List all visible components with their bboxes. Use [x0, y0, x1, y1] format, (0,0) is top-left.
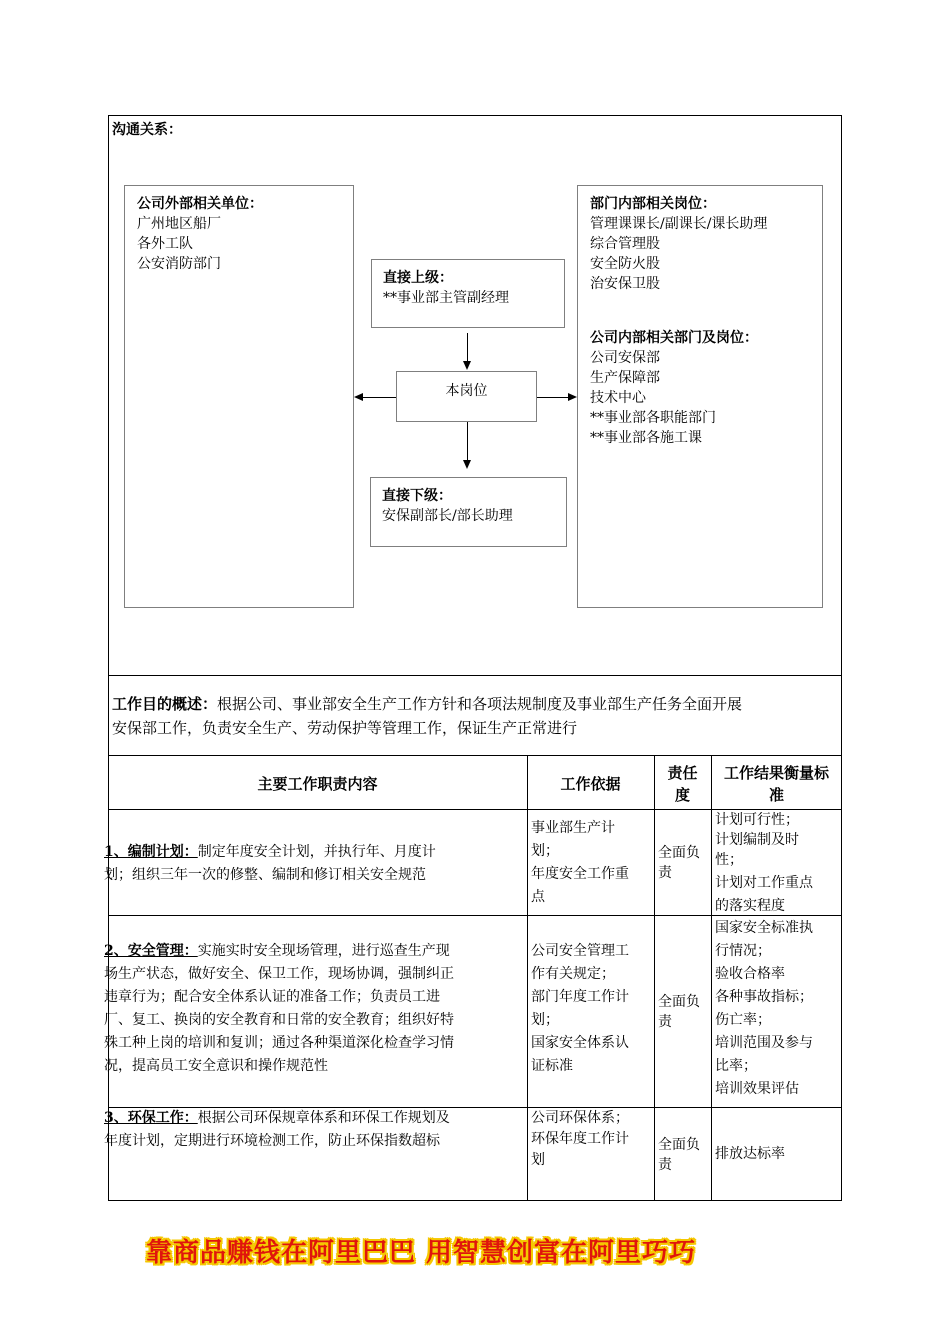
- duty-standard: [715, 1143, 785, 1166]
- arrow-line: [467, 422, 468, 460]
- superior-box: [371, 259, 565, 328]
- company-internal-item: 公司安保部: [590, 350, 660, 366]
- duty-line: 根据公司环保规章体系和环保工作规划及: [197, 1110, 450, 1126]
- standard-line: 性；: [715, 852, 743, 868]
- dept-internal-item: 综合管理股: [590, 236, 660, 252]
- external-units-box: [124, 185, 354, 608]
- company-internal-item: **事业部各施工课: [590, 430, 702, 446]
- standard-line: 行情况；: [715, 943, 771, 959]
- communication-title: 沟通关系：: [112, 122, 182, 138]
- arrow-down-icon: [463, 460, 471, 469]
- standard-line: 培训范围及参与: [715, 1035, 813, 1051]
- duty-content: [104, 1107, 526, 1153]
- standard-line: 伤亡率；: [715, 1012, 771, 1028]
- basis-line: 事业部生产计: [531, 820, 615, 836]
- arrow-line: [537, 397, 568, 398]
- company-internal-item: 技术中心: [590, 390, 646, 406]
- standard-line: 国家安全标准执: [715, 920, 813, 936]
- header-basis: 工作依据: [560, 775, 621, 793]
- duty-line: 场生产状态，做好安全、保卫工作，现场协调，强制纠正: [104, 966, 454, 982]
- duty-line: 违章行为；配合安全体系认证的准备工作；负责员工进: [104, 989, 440, 1005]
- company-internal-item: 生产保障部: [590, 370, 660, 386]
- duty-standard: [715, 810, 813, 916]
- responsibility-line: 责: [658, 865, 672, 881]
- header-responsibility-line: 责任: [667, 764, 698, 782]
- external-unit-item: 广州地区船厂: [137, 216, 221, 232]
- basis-line: 公司安全管理工: [531, 943, 629, 959]
- external-units-title: 公司外部相关单位：: [137, 196, 263, 212]
- external-unit-item: 公安消防部门: [137, 256, 221, 272]
- purpose-line: 安保部工作，负责安全生产、劳动保护等管理工作，保证生产正常进行: [112, 719, 578, 737]
- standard-line: 验收合格率: [715, 966, 785, 982]
- basis-line: 划；: [531, 843, 559, 859]
- internal-box: [577, 185, 823, 608]
- duty-line: 厂、复工、换岗的安全教育和日常的安全教育；组织好特: [104, 1012, 454, 1028]
- this-post-box: [396, 371, 537, 422]
- duty-line: 实施实时安全现场管理，进行巡查生产现: [197, 943, 450, 959]
- arrow-right-icon: [568, 393, 577, 401]
- purpose-text: [112, 692, 742, 740]
- duty-responsibility: [658, 843, 700, 883]
- standard-line: 培训效果评估: [715, 1081, 799, 1097]
- standard-line: 计划对工作重点: [715, 875, 813, 891]
- superior-value: **事业部主管副经理: [383, 290, 509, 306]
- header-responsibility: [654, 762, 711, 806]
- header-responsibility-line: 度: [674, 786, 690, 804]
- column-divider: [711, 755, 712, 1201]
- superior-title: 直接上级：: [383, 270, 453, 286]
- duty-content: [104, 841, 526, 887]
- duty-title: 1、编制计划：: [104, 844, 198, 860]
- header-standard: [711, 762, 842, 806]
- purpose-line: 根据公司、事业部安全生产工作方针和各项法规制度及事业部生产任务全面开展: [217, 695, 743, 713]
- duty-title: 2、安全管理：: [104, 943, 198, 959]
- arrow-line: [363, 397, 396, 398]
- basis-line: 年度安全工作重: [531, 866, 629, 882]
- arrow-line: [467, 333, 468, 361]
- duty-basis: [531, 940, 653, 1078]
- responsibility-line: 全面负: [658, 845, 700, 861]
- basis-line: 划；: [531, 1012, 559, 1028]
- basis-line: 国家安全体系认: [531, 1035, 629, 1051]
- header-content: 主要工作职责内容: [257, 775, 378, 793]
- basis-line: 划: [531, 1152, 545, 1168]
- header-standard-line: 工作结果衡量标: [723, 764, 829, 782]
- dept-internal-item: 治安保卫股: [590, 276, 660, 292]
- company-internal-item: **事业部各职能部门: [590, 410, 716, 426]
- dept-internal-item: 安全防火股: [590, 256, 660, 272]
- dept-internal-item: 管理课课长/副课长/课长助理: [590, 216, 768, 232]
- basis-line: 点: [531, 889, 545, 905]
- duty-line: 况，提高员工安全意识和操作规范性: [104, 1058, 328, 1074]
- promo-banner[interactable]: 靠商品赚钱在阿里巴巴 用智慧创富在阿里巧巧: [146, 1238, 697, 1268]
- duty-standard: [715, 917, 813, 1101]
- standard-line: 比率；: [715, 1058, 757, 1074]
- responsibility-line: 全面负: [658, 1137, 700, 1153]
- standard-line: 各种事故指标；: [715, 989, 813, 1005]
- external-unit-item: 各外工队: [137, 236, 193, 252]
- responsibility-line: 责: [658, 1014, 672, 1030]
- responsibility-line: 全面负: [658, 994, 700, 1010]
- standard-line: 排放达标率: [715, 1146, 785, 1162]
- column-divider: [527, 755, 528, 1201]
- subordinate-title: 直接下级：: [382, 488, 452, 504]
- basis-line: 证标准: [531, 1058, 573, 1074]
- dept-internal-title: 部门内部相关岗位：: [590, 196, 716, 212]
- responsibility-line: 责: [658, 1157, 672, 1173]
- subordinate-box: [370, 477, 567, 547]
- header-standard-line: 准: [768, 786, 784, 804]
- company-internal-title: 公司内部相关部门及岗位：: [590, 330, 758, 346]
- purpose-label: 工作目的概述：: [112, 695, 218, 713]
- basis-line: 公司环保体系；: [531, 1110, 629, 1126]
- basis-line: 部门年度工作计: [531, 989, 629, 1005]
- basis-line: 作有关规定；: [531, 966, 615, 982]
- duty-title: 3、环保工作：: [104, 1110, 198, 1126]
- duty-responsibility: [658, 992, 700, 1032]
- duty-basis: [531, 1108, 653, 1171]
- duty-line: 划；组织三年一次的修整、编制和修订相关安全规范: [104, 867, 426, 883]
- standard-line: 的落实程度: [715, 898, 785, 914]
- this-post-label: 本岗位: [445, 383, 488, 399]
- duty-responsibility: [658, 1135, 700, 1175]
- basis-line: 环保年度工作计: [531, 1131, 629, 1147]
- duty-line: 制定年度安全计划，并执行年、月度计: [197, 844, 436, 860]
- duty-line: 殊工种上岗的培训和复训；通过各种渠道深化检查学习情: [104, 1035, 454, 1051]
- arrow-left-icon: [354, 393, 363, 401]
- standard-line: 计划可行性；: [715, 812, 799, 828]
- duty-basis: [531, 817, 653, 909]
- duty-line: 年度计划，定期进行环境检测工作，防止环保指数超标: [104, 1133, 440, 1149]
- column-divider: [654, 755, 655, 1201]
- arrow-down-icon: [463, 361, 471, 370]
- standard-line: 计划编制及时: [715, 832, 799, 848]
- subordinate-value: 安保副部长/部长助理: [382, 508, 513, 524]
- duty-content: [104, 940, 526, 1078]
